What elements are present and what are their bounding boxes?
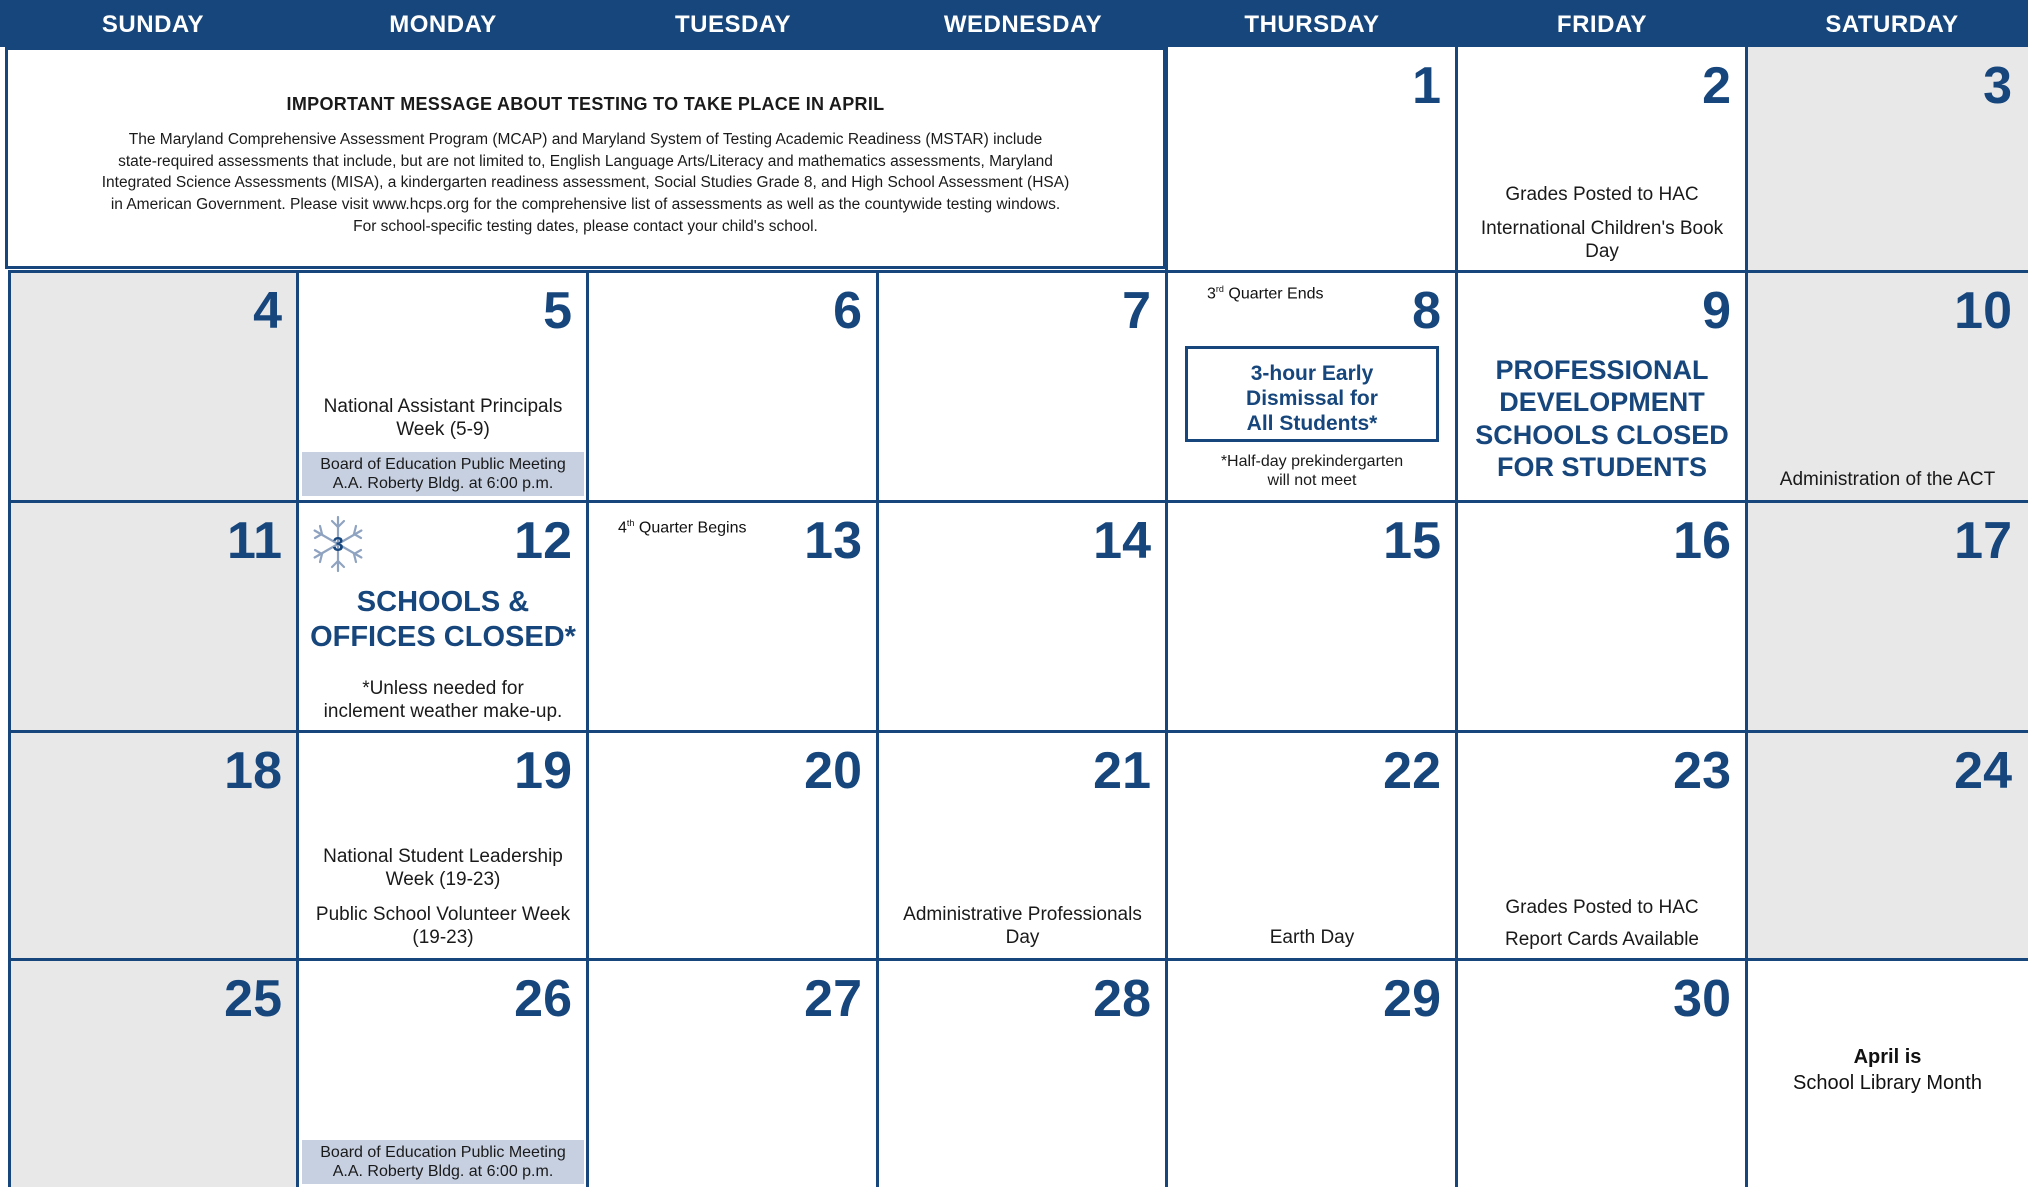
day-number: 20: [804, 742, 862, 800]
day-cell-13: [588, 502, 878, 732]
day-number: 1: [1412, 57, 1441, 115]
notice-title: IMPORTANT MESSAGE ABOUT TESTING TO TAKE PLACE IN APRIL: [286, 94, 885, 114]
day-cell-28: [878, 960, 1167, 1187]
meeting-line: Board of Education Public Meeting: [320, 456, 566, 473]
day-cell-8: [1167, 272, 1457, 502]
meeting-line: A.A. Roberty Bldg. at 6:00 p.m.: [332, 475, 554, 493]
note-line: *Unless needed for: [362, 678, 524, 699]
event-report-cards: Report Cards Available: [1505, 929, 1699, 950]
grid-line: [1455, 47, 1458, 1187]
board-meeting-badge: [302, 452, 584, 496]
day-cell-18: [8, 732, 298, 960]
day-cell-10: [1747, 272, 2028, 502]
early-dismissal-line: Dismissal for: [1246, 387, 1378, 411]
snow-day-number: 3: [332, 534, 344, 556]
event-childrens-book-day: International Children's Book Day: [1480, 218, 1724, 262]
grid-line: [8, 270, 1168, 273]
library-month-text: School Library Month: [1793, 1072, 1982, 1094]
library-month-cell: [1747, 960, 2028, 1187]
early-dismissal-line: 3-hour Early: [1250, 362, 1374, 385]
header-thursday: THURSDAY: [1244, 11, 1380, 38]
day-cell-7: [878, 272, 1167, 502]
grid-line: [1165, 47, 1168, 1187]
grid-line: [8, 958, 2028, 961]
grid-line: [876, 270, 879, 1187]
grid-line: [296, 270, 299, 1187]
day-number: 24: [1954, 742, 2012, 800]
day-number: 8: [1412, 282, 1441, 340]
day-cell-16: [1457, 502, 1747, 732]
day-cell-11: [8, 502, 298, 732]
testing-notice: [5, 47, 1166, 269]
day-number: 18: [224, 742, 282, 800]
day-cell-12: [298, 502, 588, 732]
library-month-note: [1747, 1044, 2028, 1096]
day-number: 11: [227, 512, 282, 570]
day-cell-6: [588, 272, 878, 502]
day-cell-24: [1747, 732, 2028, 960]
day-number: 25: [224, 970, 282, 1028]
event-earth-day: Earth Day: [1269, 927, 1355, 948]
event-assistant-principals-week: National Assistant Principals Week (5-9): [323, 396, 563, 440]
professional-development-notice: [1461, 354, 1743, 484]
header-friday: FRIDAY: [1556, 11, 1648, 38]
header-sunday: SUNDAY: [101, 11, 205, 38]
day-number: 23: [1673, 742, 1731, 800]
early-dismissal-line: All Students*: [1246, 412, 1378, 436]
grid-line: [8, 500, 2028, 503]
day-number: 6: [833, 282, 862, 340]
day-number: 27: [804, 970, 862, 1028]
event-student-leadership-week: National Student Leadership Week (19-23): [323, 846, 563, 890]
notice-line: state-required assessments that include, but are not limited to, English Language Arts/Literacy and mathematics assessments, Maryland: [118, 152, 1053, 170]
grid-line: [8, 270, 11, 1187]
note-line: inclement weather make-up.: [323, 700, 563, 722]
day-cell-22: [1167, 732, 1457, 960]
notice-line: in American Government. Please visit www.hcps.org for the comprehensive list of assessments as well as the countywide testing windows.: [110, 196, 1061, 214]
day-cell-27: [588, 960, 878, 1187]
grid-line: [1745, 47, 1748, 1187]
day-number: 2: [1702, 57, 1731, 115]
header-monday: MONDAY: [389, 11, 497, 38]
note-line: will not meet: [1267, 472, 1357, 490]
prek-note: [1175, 452, 1449, 490]
day-number: 3: [1983, 57, 2012, 115]
day-number: 5: [543, 282, 572, 340]
day-number: 16: [1673, 512, 1731, 570]
grid-line: [586, 270, 589, 1187]
event-act-administration: Administration of the ACT: [1779, 469, 1996, 490]
closed-line: SCHOOLS &: [356, 586, 530, 618]
meeting-line: Board of Education Public Meeting: [320, 1144, 566, 1161]
day-number: 7: [1122, 282, 1151, 340]
day-number: 29: [1383, 970, 1441, 1028]
quarter-ends-label: 3rd Quarter Ends: [1207, 284, 1324, 303]
notice-line: Integrated Science Assessments (MISA), a kindergarten readiness assessment, Social Studies Grade 8, and High School Assessment (HSA): [101, 174, 1070, 192]
event-grades-posted: Grades Posted to HAC: [1505, 184, 1699, 205]
event-grades-posted: Grades Posted to HAC: [1505, 897, 1699, 918]
day-cell-20: [588, 732, 878, 960]
early-dismissal-box: [1185, 346, 1439, 442]
pd-line: PROFESSIONAL: [1495, 355, 1709, 385]
day-cell-30: [1457, 960, 1747, 1187]
day-cell-19: [298, 732, 588, 960]
notice-body: [32, 129, 1139, 237]
notice-line: For school-specific testing dates, please contact your child's school.: [353, 217, 818, 235]
meeting-line: A.A. Roberty Bldg. at 6:00 p.m.: [332, 1163, 554, 1181]
header-saturday: SATURDAY: [1825, 11, 1959, 38]
schools-closed-notice: [298, 585, 588, 655]
day-number: 19: [514, 742, 572, 800]
notice-line: The Maryland Comprehensive Assessment Program (MCAP) and Maryland System of Testing Academic Readiness (MSTAR) include: [128, 131, 1043, 148]
day-cell-5: [298, 272, 588, 502]
board-meeting-badge: [302, 1140, 584, 1184]
day-number: 15: [1383, 512, 1441, 570]
day-number: 14: [1093, 512, 1151, 570]
day-number: 26: [514, 970, 572, 1028]
day-cell-1: [1167, 47, 1457, 272]
day-cell-26: [298, 960, 588, 1187]
pd-line: FOR STUDENTS: [1496, 452, 1707, 483]
day-cell-14: [878, 502, 1167, 732]
day-number: 13: [804, 512, 862, 570]
event-admin-professionals-day: Administrative Professionals Day: [903, 904, 1142, 948]
snowflake-icon: [308, 514, 368, 574]
day-cell-3: [1747, 47, 2028, 272]
day-number: 10: [1954, 282, 2012, 340]
day-cell-4: [8, 272, 298, 502]
grid-line: [1165, 270, 2028, 273]
closed-line: OFFICES CLOSED*: [310, 620, 576, 653]
day-cell-29: [1167, 960, 1457, 1187]
day-cell-25: [8, 960, 298, 1187]
event-volunteer-week: Public School Volunteer Week (19-23): [315, 904, 571, 948]
grid-line: [8, 730, 2028, 733]
weekday-header-bar: [0, 0, 2028, 47]
day-number: 22: [1383, 742, 1441, 800]
day-cell-23: [1457, 732, 1747, 960]
day-number: 21: [1093, 742, 1151, 800]
pd-line: SCHOOLS CLOSED: [1475, 419, 1729, 450]
header-tuesday: TUESDAY: [675, 11, 791, 38]
quarter-begins-label: 4th Quarter Begins: [618, 518, 747, 537]
header-wednesday: WEDNESDAY: [943, 11, 1103, 38]
day-number: 17: [1954, 512, 2012, 570]
day-cell-2: [1457, 47, 1747, 272]
day-number: 28: [1093, 970, 1151, 1028]
day-cell-21: [878, 732, 1167, 960]
day-cell-9: [1457, 272, 1747, 502]
day-number: 9: [1702, 282, 1731, 340]
day-number: 12: [514, 512, 572, 570]
day-number: 4: [253, 282, 282, 340]
weather-makeup-note: [306, 678, 580, 724]
pd-line: DEVELOPMENT: [1499, 387, 1705, 418]
day-cell-15: [1167, 502, 1457, 732]
day-number: 30: [1673, 970, 1731, 1028]
day-cell-17: [1747, 502, 2028, 732]
library-month-heading: April is: [1853, 1046, 1922, 1068]
note-line: *Half-day prekindergarten: [1220, 453, 1404, 470]
